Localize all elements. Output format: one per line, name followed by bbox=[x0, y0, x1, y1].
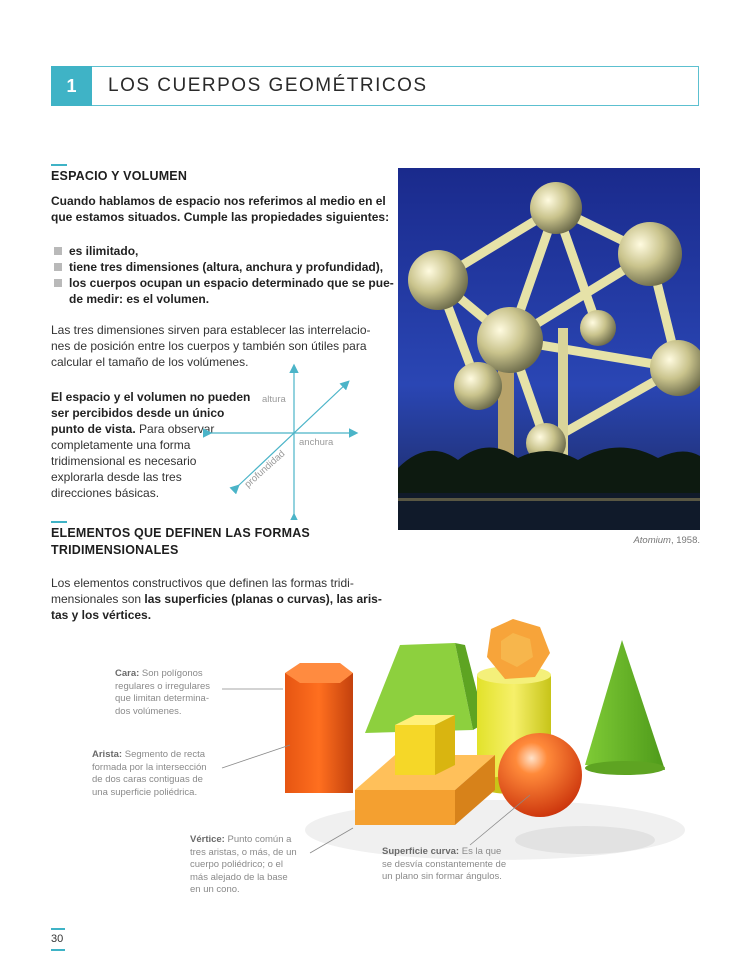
callout-superficie: Superficie curva: Es la que se desvía constantemente de un plano sin formar ángulos. bbox=[382, 846, 507, 882]
paragraph-line: tas y los vértices. bbox=[51, 608, 152, 622]
paragraph-line: explorarla desde las tres bbox=[51, 470, 182, 484]
page-number: 30 bbox=[51, 933, 64, 945]
callout-arista: Arista: Segmento de recta formada por la intersección de dos caras contiguas de una superficie poliédrica. bbox=[92, 749, 207, 798]
paragraph-line: tridimensional es necesario bbox=[51, 454, 197, 468]
section-title-elementos-2: TRIDIMENSIONALES bbox=[51, 543, 179, 557]
section-title-elementos: ELEMENTOS QUE DEFINEN LAS FORMAS bbox=[51, 526, 310, 540]
paragraph-line: Las tres dimensiones sirven para establecer las interrelacio- bbox=[51, 323, 371, 337]
page-number-rule bbox=[51, 928, 65, 930]
bold-line: El espacio y el volumen no pueden bbox=[51, 390, 251, 404]
chapter-number: 1 bbox=[51, 66, 92, 106]
callout-vertice: Vértice: Punto común a tres aristas, o más, de un cuerpo poliédrico; o el más alejado de la base en un cono. bbox=[190, 834, 297, 895]
altura-label: altura bbox=[262, 394, 286, 405]
paragraph-line: nes de posición entre los cuerpos y también son útiles para bbox=[51, 339, 367, 353]
bold-line: ser percibidos desde un único bbox=[51, 406, 225, 420]
paragraph-line: Los elementos constructivos que definen las formas tridi- bbox=[51, 576, 354, 590]
page-number-rule bbox=[51, 949, 65, 951]
paragraph-line: completamente una forma bbox=[51, 438, 191, 452]
paragraph-line: direcciones básicas. bbox=[51, 486, 160, 500]
profundidad-label: profundidad bbox=[242, 448, 288, 491]
anchura-label: anchura bbox=[299, 437, 334, 448]
callout-cara: Cara: Son polígonos regulares o irregulares que limitan determina- dos volúmenes. bbox=[115, 668, 211, 717]
paragraph-line: mensionales son las superficies (planas o curvas), las aris- bbox=[51, 592, 382, 606]
chapter-title: LOS CUERPOS GEOMÉTRICOS bbox=[108, 75, 428, 96]
section-title-espacio: ESPACIO Y VOLUMEN bbox=[51, 169, 188, 183]
mixed-line: punto de vista. Para observar bbox=[51, 422, 215, 436]
intro-line-1: Cuando hablamos de espacio nos referimos al medio en el bbox=[51, 194, 386, 208]
photo-caption: Atomium, 1958. bbox=[633, 535, 700, 546]
intro-line-2: que estamos situados. Cumple las propiedades siguientes: bbox=[51, 210, 390, 224]
paragraph-line: calcular el tamaño de los volúmenes. bbox=[51, 355, 249, 369]
